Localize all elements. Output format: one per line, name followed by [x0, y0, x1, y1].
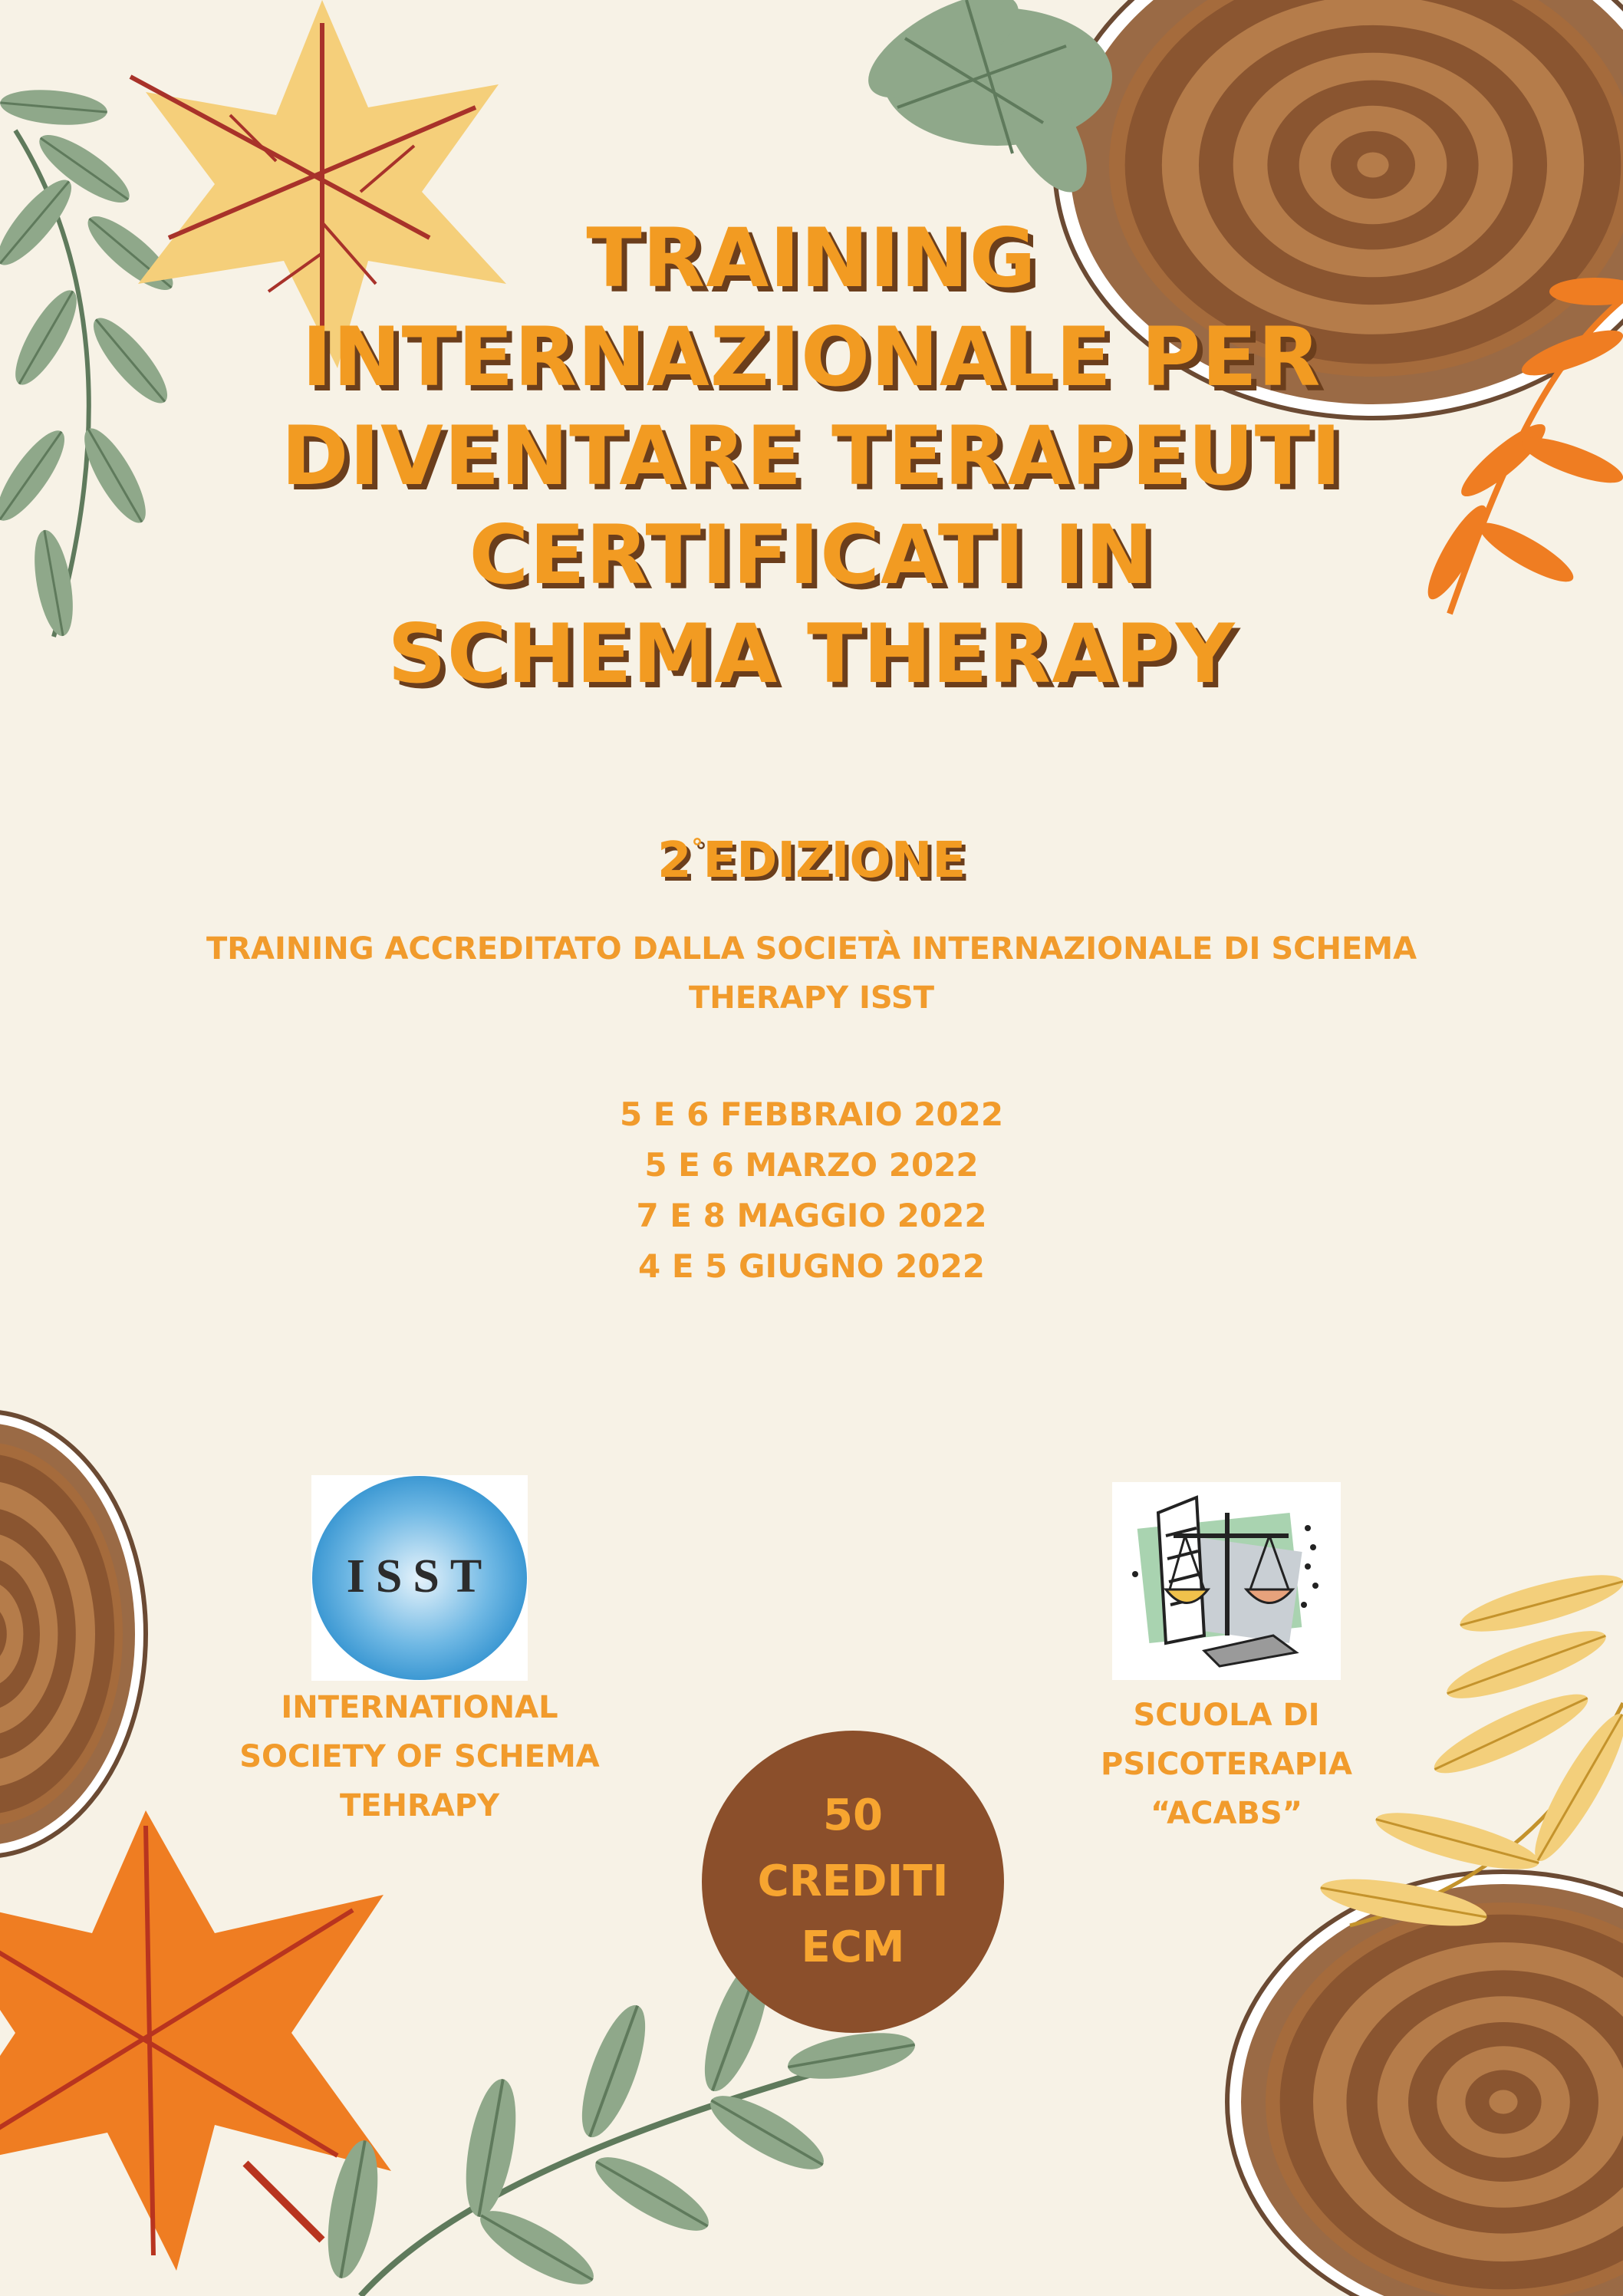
isst-label-line: INTERNATIONAL	[281, 1690, 558, 1725]
acabs-label	[1037, 1691, 1416, 1838]
credits-label: CREDITI	[757, 1856, 949, 1906]
acabs-logo	[1112, 1482, 1341, 1680]
isst-logo-text: ISST	[346, 1550, 493, 1603]
credits-type: ECM	[801, 1922, 905, 1972]
main-title	[0, 209, 1623, 703]
edition-label	[0, 818, 1623, 891]
green-leaf-top	[853, 0, 1112, 206]
acabs-label-line: “ACABS”	[1151, 1796, 1302, 1831]
edition-degree: °	[691, 835, 703, 861]
isst-label	[230, 1683, 609, 1830]
date-item: 4 E 5 GIUGNO 2022	[637, 1247, 986, 1285]
date-item: 7 E 8 MAGGIO 2022	[636, 1197, 987, 1234]
tree-ring-bottom-right	[1227, 1872, 1623, 2296]
title-line: INTERNAZIONALE PER	[301, 310, 1322, 404]
accreditation-text	[0, 924, 1623, 1023]
credits-number: 50	[823, 1790, 883, 1840]
acabs-label-line: SCUOLA DI	[1133, 1698, 1320, 1733]
accreditation-line: TRAINING ACCREDITATO DALLA SOCIETÀ INTERNAZIONALE DI SCHEMA	[206, 931, 1417, 967]
accreditation-line: THERAPY ISST	[688, 980, 935, 1016]
credits-badge	[702, 1731, 1004, 2033]
isst-logo	[311, 1475, 528, 1681]
edition-text: EDIZIONE	[703, 832, 966, 889]
title-line: CERTIFICATI IN	[469, 508, 1154, 602]
title-line: TRAINING	[586, 211, 1037, 305]
title-line: SCHEMA THERAPY	[387, 607, 1236, 701]
tree-ring-left	[0, 1412, 146, 1856]
isst-label-line: SOCIETY OF SCHEMA	[239, 1739, 600, 1774]
title-line: DIVENTARE TERAPEUTI	[281, 409, 1342, 503]
date-item: 5 E 6 MARZO 2022	[644, 1146, 979, 1184]
edition-number: 2	[657, 832, 692, 889]
acabs-label-line: PSICOTERAPIA	[1101, 1747, 1352, 1782]
isst-label-line: TEHRAPY	[339, 1788, 500, 1823]
date-item: 5 E 6 FEBBRAIO 2022	[619, 1095, 1004, 1133]
dates-list	[0, 1089, 1623, 1292]
